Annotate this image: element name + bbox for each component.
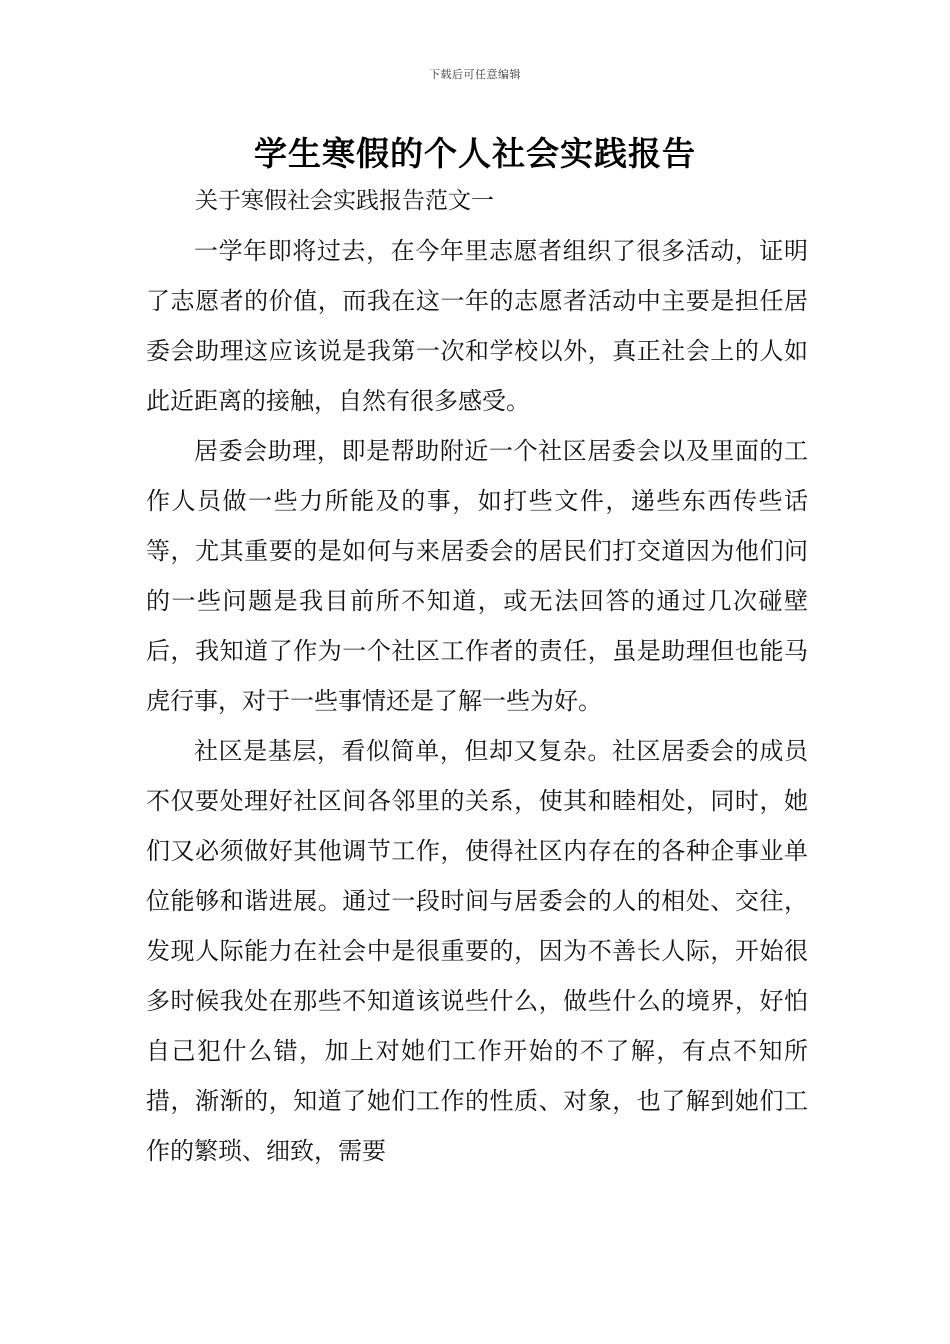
document-body bbox=[146, 226, 808, 1176]
header-note: 下载后可任意编辑 bbox=[429, 68, 521, 81]
paragraph: 居委会助理，即是帮助附近一个社区居委会以及里面的工作人员做一些力所能及的事，如打些文件，递些东西传些话等，尤其重要的是如何与来居委会的居民们打交道因为他们问的一些问题是我目前所不知道，或无法回答的通过几次碰壁后，我知道了作为一个社区工作者的责任，虽是助理但也能马虎行事，对于一些事情还是了解一些为好。 bbox=[146, 437, 808, 715]
paragraph: 一学年即将过去，在今年里志愿者组织了很多活动，证明了志愿者的价值，而我在这一年的志愿者活动中主要是担任居委会助理这应该说是我第一次和学校以外，真正社会上的人如此近距离的接触，自然有很多感受。 bbox=[146, 237, 808, 415]
document-subtitle: 关于寒假社会实践报告范文一 bbox=[195, 188, 494, 214]
paragraph: 社区是基层，看似简单，但却又复杂。社区居委会的成员不仅要处理好社区间各邻里的关系，使其和睦相处，同时，她们又必须做好其他调节工作，使得社区内存在的各种企事业单位能够和谐进展。通过一段时间与居委会的人的相处、交往，发现人际能力在社会中是很重要的，因为不善长人际，开始很多时候我处在那些不知道该说些什么，做些什么的境界，好怕自己犯什么错，加上对她们工作开始的不了解，有点不知所措，渐渐的，知道了她们工作的性质、对象，也了解到她们工作的繁琐、细致，需要 bbox=[146, 737, 808, 1165]
document-title: 学生寒假的个人社会实践报告 bbox=[254, 134, 696, 173]
